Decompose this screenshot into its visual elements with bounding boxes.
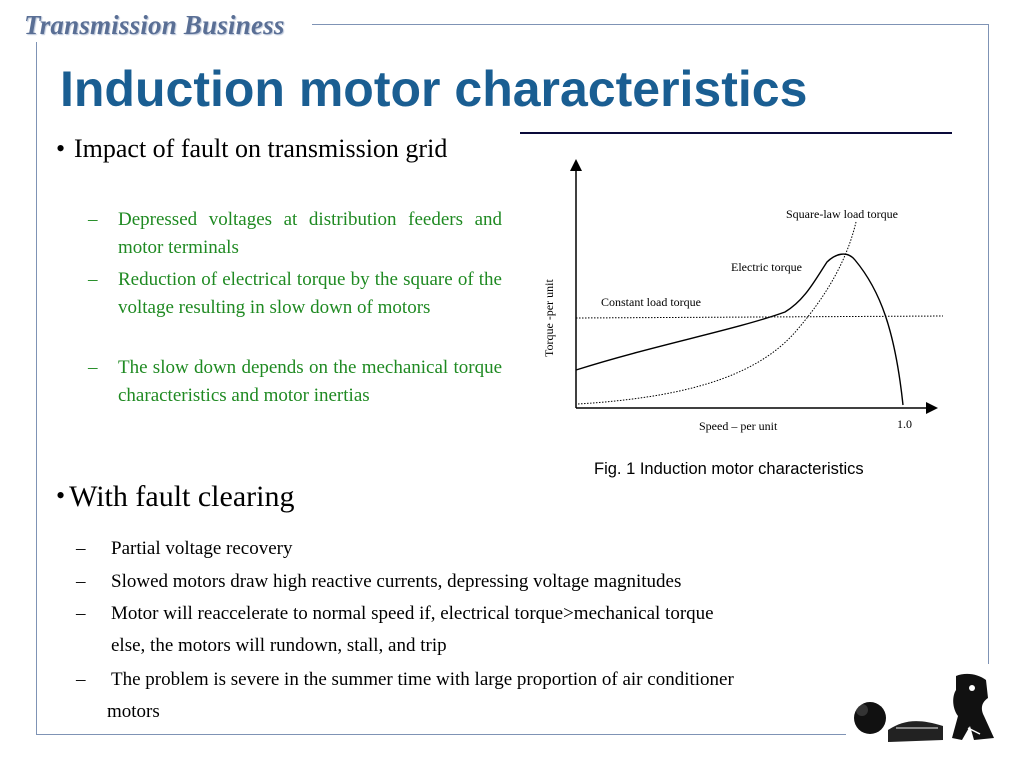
slide-title: Induction motor characteristics [60, 61, 808, 117]
x-axis-label: Speed – per unit [699, 419, 778, 433]
frame-top-line [312, 24, 988, 25]
dash-marker: – [76, 603, 86, 624]
induction-motor-chart [535, 150, 945, 440]
subitem-continuation-rundown: else, the motors will rundown, stall, and trip [111, 635, 447, 656]
y-axis-label: Torque -per unit [542, 279, 556, 357]
subitem-text: Slowed motors draw high reactive currents, depressing voltage magnitudes [111, 571, 682, 592]
bullet-impact [56, 130, 502, 167]
bullet-dot: • [56, 134, 66, 163]
frame-left-line [36, 42, 37, 734]
constant-load-label: Constant load torque [601, 295, 701, 309]
electric-torque-label: Electric torque [731, 260, 802, 274]
brand-logo-text: Transmission Business [24, 10, 285, 40]
title-underline [520, 132, 952, 134]
subitem-depressed-voltages [88, 206, 502, 261]
subitem-partial-recovery [76, 537, 292, 561]
subitem-summer-severity [76, 668, 734, 692]
subitem-slow-down [88, 354, 502, 409]
figure-caption: Fig. 1 Induction motor characteristics [594, 460, 864, 478]
frame-right-line [988, 24, 989, 664]
subitem-continuation-motors: motors [107, 701, 160, 722]
subitem-torque-reduction [88, 266, 502, 321]
electric-torque-curve [576, 254, 903, 405]
dash-marker: – [76, 571, 86, 592]
dash-marker: – [88, 357, 98, 378]
subitem-text: The problem is severe in the summer time with large proportion of air conditioner [111, 669, 734, 690]
subitem-text: The slow down depends on the mechanical torque characteristics and motor inertias [118, 357, 502, 406]
bullet-fault-clearing-text: With fault clearing [69, 480, 295, 513]
subitem-text: Motor will reaccelerate to normal speed if, electrical torque>mechanical torque [111, 603, 714, 624]
square-law-load-torque-curve [578, 222, 856, 404]
corner-logo-icon [848, 668, 998, 746]
x-tick-label: 1.0 [897, 417, 912, 431]
square-law-label: Square-law load torque [786, 207, 898, 221]
bullet-fault-clearing [56, 480, 294, 514]
dash-marker: – [76, 538, 86, 559]
bullet-impact-text: Impact of fault on transmission grid [74, 134, 448, 163]
subitem-text: Reduction of electrical torque by the square of the voltage resulting in slow down of motors [118, 269, 502, 318]
frame-bottom-line [36, 734, 846, 735]
dash-marker: – [88, 209, 98, 230]
dash-marker: – [88, 269, 98, 290]
bullet-dot: • [56, 481, 66, 510]
subitem-reaccelerate [76, 602, 714, 626]
subitem-text: Depressed voltages at distribution feeders and motor terminals [118, 209, 502, 258]
constant-load-torque-line [576, 316, 943, 318]
subitem-reactive-currents [76, 570, 681, 594]
subitem-text: Partial voltage recovery [111, 538, 293, 559]
dash-marker: – [76, 669, 86, 690]
